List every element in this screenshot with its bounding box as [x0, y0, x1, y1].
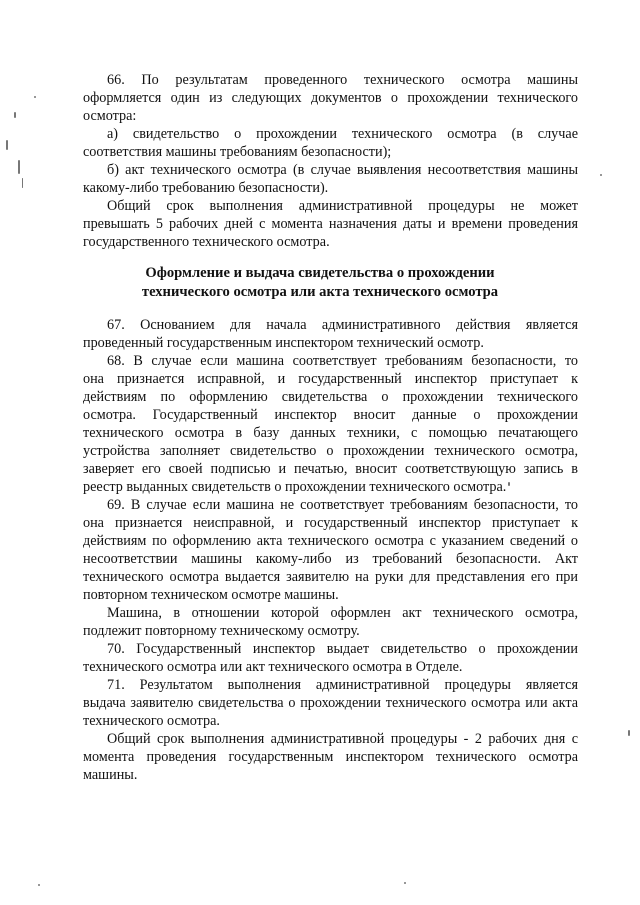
scan-speck: [38, 884, 40, 886]
para-68-line-6: устройства заполняет свидетельство о прохождении технического осмотра,: [83, 443, 578, 459]
para-71-line-1: 71. Результатом выполнения административной процедуры является: [107, 677, 578, 693]
term-66-line-1: Общий срок выполнения административной процедуры не может: [107, 198, 578, 214]
para-68-line-3: действиям по оформлению свидетельства о прохождении технического: [83, 389, 578, 405]
item-a-line-1: а) свидетельство о прохождении технического осмотра (в случае: [107, 126, 578, 142]
scan-speck: [14, 112, 16, 118]
para-69-line-5: технического осмотра выдается заявителю на руки для представления его при: [83, 569, 578, 585]
item-a-line-2: соответствия машины требованиям безопасности);: [83, 144, 392, 160]
para-69-line-3: действиям по оформлению акта технического осмотра с указанием сведений о: [83, 533, 578, 549]
scan-speck: [34, 96, 36, 98]
para-68-line-2: она признается исправной, и государственный инспектор приступает к: [83, 371, 578, 387]
scan-speck: [6, 140, 8, 150]
item-b-line-2: какому-либо требованию безопасности).: [83, 180, 329, 196]
para-67-line-1: 67. Основанием для начала административного действия является: [107, 317, 578, 333]
term-71-line-2: момента проведения государственным инспектором технического осмотра: [83, 749, 578, 765]
para-68-line-1: 68. В случае если машина соответствует требованиям безопасности, то: [107, 353, 578, 369]
item-b-line-1: б) акт технического осмотра (в случае выявления несоответствия машины: [107, 162, 578, 178]
term-66-line-2: превышать 5 рабочих дней с момента назначения даты и времени проведения: [83, 216, 578, 232]
para-71-line-3: технического осмотра.: [83, 713, 220, 729]
para-66-line-2: оформляется один из следующих документов о прохождении технического: [83, 90, 578, 106]
para-70-line-2: технического осмотра или акт технического осмотра в Отделе.: [83, 659, 463, 675]
para-66-line-1: 66. По результатам проведенного технического осмотра машины: [107, 72, 578, 88]
term-66-line-3: государственного технического осмотра.: [83, 234, 330, 250]
para-70-line-1: 70. Государственный инспектор выдает свидетельство о прохождении: [107, 641, 578, 657]
para-69-line-1: 69. В случае если машина не соответствует требованиям безопасности, то: [107, 497, 578, 513]
para-67-line-2: проведенный государственным инспектором технический осмотр.: [83, 335, 484, 351]
para-69-line-2: она признается неисправной, и государственный инспектор приступает к: [83, 515, 578, 531]
term-71-line-1: Общий срок выполнения административной процедуры - 2 рабочих дня с: [107, 731, 578, 747]
term-71-line-3: машины.: [83, 767, 138, 783]
para-68-line-5: технического осмотра в базу данных техники, с помощью печатающего: [83, 425, 578, 441]
para-71-line-2: выдача заявителю свидетельства о прохождении технического осмотра или акта: [83, 695, 578, 711]
para-68-line-8: реестр выданных свидетельств о прохождении технического осмотра.: [83, 479, 507, 495]
scan-speck: [508, 482, 510, 486]
scan-speck: [628, 730, 630, 736]
para-69-note-line-2: подлежит повторному техническому осмотру.: [83, 623, 360, 639]
scan-speck: [22, 178, 23, 188]
scan-speck: [600, 174, 602, 176]
scan-speck: [404, 882, 406, 884]
para-68-line-7: заверяет его своей подписью и печатью, вносит соответствующую запись в: [83, 461, 578, 477]
para-69-line-4: несоответствии машины какому-либо из требований безопасности. Акт: [83, 551, 578, 567]
section-heading-line-1: Оформление и выдача свидетельства о прохождении: [145, 265, 495, 281]
para-66-line-3: осмотра:: [83, 108, 137, 124]
scan-speck: [18, 160, 20, 174]
para-69-note-line-1: Машина, в отношении которой оформлен акт технического осмотра,: [107, 605, 578, 621]
para-69-line-6: повторном техническом осмотре машины.: [83, 587, 339, 603]
para-68-line-4: осмотра. Государственный инспектор вносит данные о прохождении: [83, 407, 578, 423]
section-heading-line-2: технического осмотра или акта технического осмотра: [141, 284, 499, 300]
